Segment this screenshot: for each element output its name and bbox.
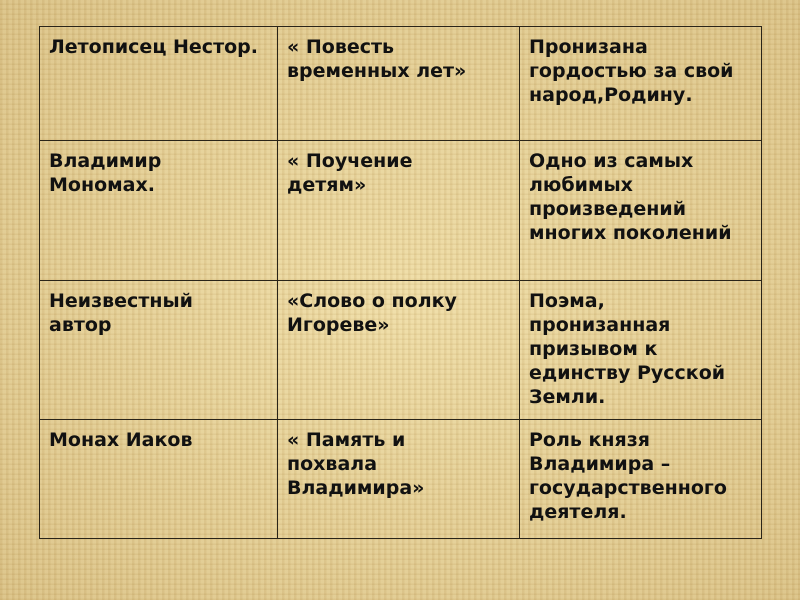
description-cell: Роль князя Владимира – государственного деятеля. (520, 420, 762, 539)
table-row (40, 141, 762, 281)
literature-table (39, 26, 762, 539)
table-row (40, 281, 762, 420)
work-cell: « Поучение детям» (278, 141, 520, 281)
literature-table-container (39, 26, 761, 539)
description-cell: Поэма, пронизанная призывом к единству Русской Земли. (520, 281, 762, 420)
author-cell: Владимир Мономах. (40, 141, 278, 281)
work-cell: « Повесть временных лет» (278, 27, 520, 141)
work-cell: « Память и похвала Владимира» (278, 420, 520, 539)
description-cell: Пронизана гордостью за свой народ,Родину. (520, 27, 762, 141)
work-cell: «Слово о полку Игореве» (278, 281, 520, 420)
author-cell: Монах Иаков (40, 420, 278, 539)
table-row (40, 27, 762, 141)
author-cell: Неизвестный автор (40, 281, 278, 420)
description-cell: Одно из самых любимых произведений многих поколений (520, 141, 762, 281)
author-cell: Летописец Нестор. (40, 27, 278, 141)
table-row (40, 420, 762, 539)
